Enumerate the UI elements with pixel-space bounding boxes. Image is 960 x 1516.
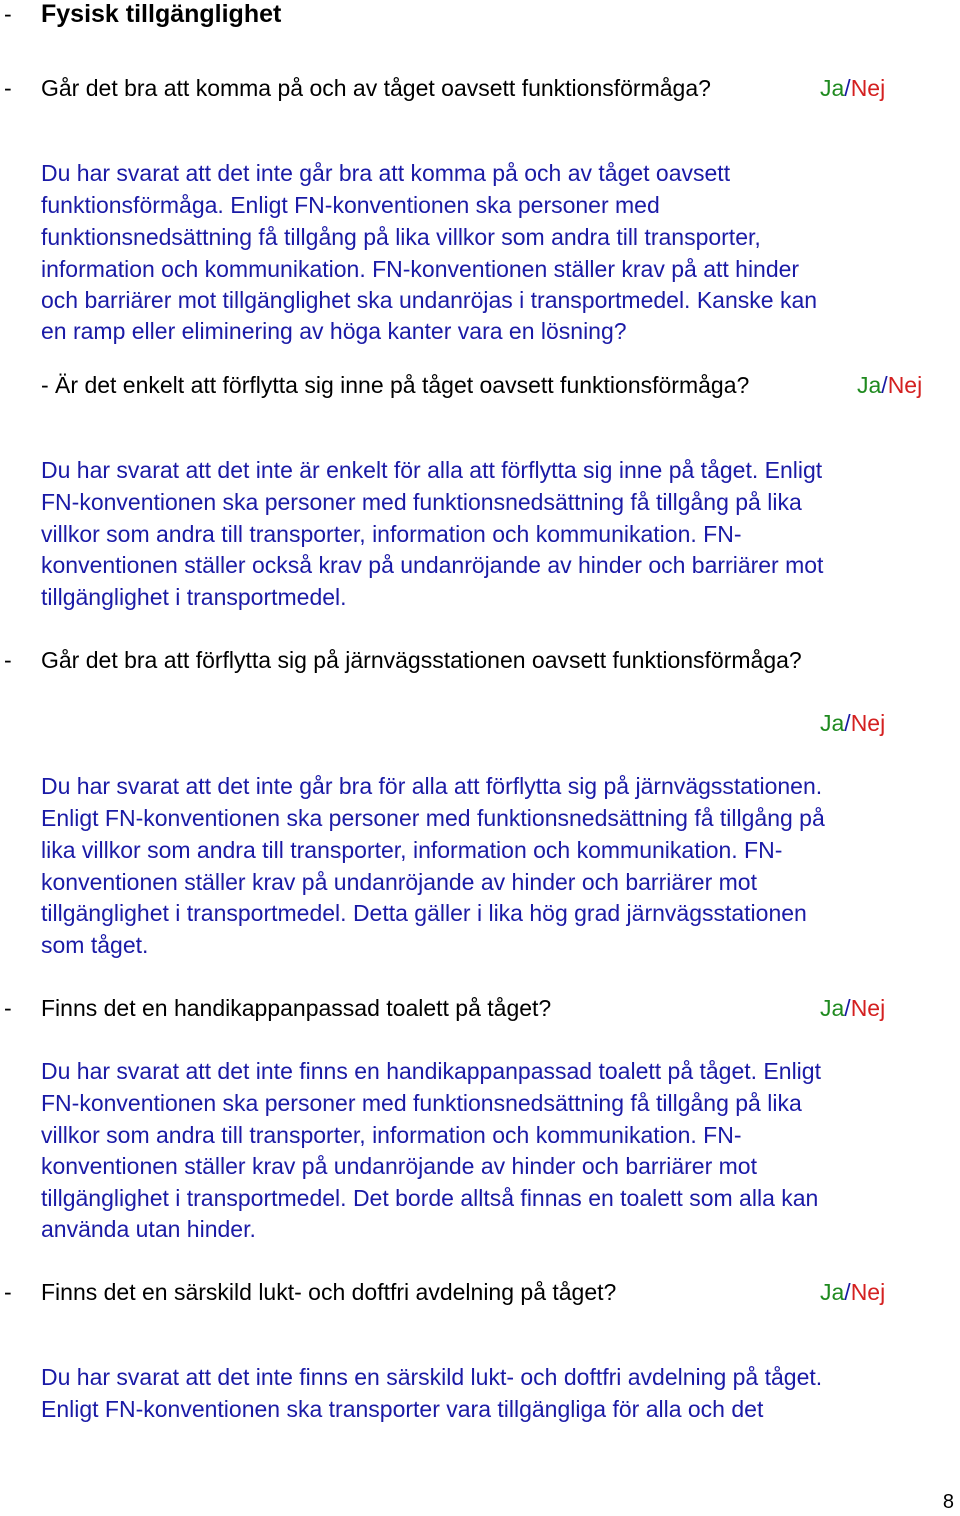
info-5-line: Du har svarat att det inte finns en särskild lukt- och doftfri avdelning på tåget. (41, 1364, 823, 1390)
info-3-line: tillgänglighet i transportmedel. Detta gäller i lika hög grad järnvägsstationen (41, 900, 807, 926)
info-2-line: FN-konventionen ska personer med funktionsnedsättning få tillgång på lika (41, 489, 802, 515)
yes-option[interactable]: Ja (857, 372, 882, 398)
no-option[interactable]: Nej (887, 372, 923, 398)
answer-separator: / (844, 1279, 851, 1305)
bullet-dash: - (4, 75, 12, 101)
question-2: - Är det enkelt att förflytta sig inne på tåget oavsett funktionsförmåga? (41, 372, 750, 398)
page-number: 8 (942, 1491, 954, 1513)
info-3-line: som tåget. (41, 932, 149, 958)
answer-separator: / (844, 995, 851, 1021)
answer-choice-1[interactable] (820, 74, 885, 102)
question-1: Går det bra att komma på och av tåget oavsett funktionsförmåga? (41, 75, 711, 101)
no-option[interactable]: Nej (850, 75, 886, 101)
question-5: Finns det en särskild lukt- och doftfri avdelning på tåget? (41, 1279, 617, 1305)
answer-choice-3[interactable] (820, 709, 885, 737)
info-1-line: en ramp eller eliminering av höga kanter vara en lösning? (41, 318, 627, 344)
info-1-line: information och kommunikation. FN-konventionen ställer krav på att hinder (41, 256, 800, 282)
info-2-line: villkor som andra till transporter, information och kommunikation. FN- (41, 521, 742, 547)
info-3-line: lika villkor som andra till transporter, information och kommunikation. FN- (41, 837, 783, 863)
info-1-line: funktionsnedsättning få tillgång på lika villkor som andra till transporter, (41, 224, 761, 250)
no-option[interactable]: Nej (850, 710, 886, 736)
section-heading: Fysisk tillgänglighet (41, 0, 282, 28)
yes-option[interactable]: Ja (820, 75, 845, 101)
info-3-line: Enligt FN-konventionen ska personer med funktionsnedsättning få tillgång på (41, 805, 825, 831)
info-3-line: Du har svarat att det inte går bra för alla att förflytta sig på järnvägsstationen. (41, 773, 823, 799)
answer-separator: / (844, 710, 851, 736)
info-1-line: och barriärer mot tillgänglighet ska undanröjas i transportmedel. Kanske kan (41, 287, 818, 313)
answer-choice-2[interactable] (857, 371, 922, 399)
yes-option[interactable]: Ja (820, 995, 845, 1021)
yes-option[interactable]: Ja (820, 1279, 845, 1305)
bullet-dash: - (4, 1279, 12, 1305)
answer-separator: / (881, 372, 888, 398)
yes-option[interactable]: Ja (820, 710, 845, 736)
info-5-line: Enligt FN-konventionen ska transporter vara tillgängliga för alla och det (41, 1396, 764, 1422)
info-4-line: FN-konventionen ska personer med funktionsnedsättning få tillgång på lika (41, 1090, 802, 1116)
info-2-line: Du har svarat att det inte är enkelt för alla att förflytta sig inne på tåget. Enligt (41, 457, 823, 483)
answer-choice-5[interactable] (820, 1278, 885, 1306)
bullet-dash: - (4, 647, 12, 673)
bullet-dash: - (4, 995, 12, 1021)
info-4-line: tillgänglighet i transportmedel. Det borde alltså finnas en toalett som alla kan (41, 1185, 819, 1211)
info-3-line: konventionen ställer krav på undanröjande av hinder och barriärer mot (41, 869, 757, 895)
info-2-line: tillgänglighet i transportmedel. (41, 584, 347, 610)
info-4-line: villkor som andra till transporter, information och kommunikation. FN- (41, 1122, 742, 1148)
info-1-line: Du har svarat att det inte går bra att komma på och av tåget oavsett (41, 160, 731, 186)
question-3: Går det bra att förflytta sig på järnvägsstationen oavsett funktionsförmåga? (41, 647, 802, 673)
answer-separator: / (844, 75, 851, 101)
info-1-line: funktionsförmåga. Enligt FN-konventionen ska personer med (41, 192, 660, 218)
bullet-dash: - (4, 1, 12, 27)
question-4: Finns det en handikappanpassad toalett på tåget? (41, 995, 552, 1021)
info-4-line: konventionen ställer krav på undanröjande av hinder och barriärer mot (41, 1153, 757, 1179)
info-2-line: konventionen ställer också krav på undanröjande av hinder och barriärer mot (41, 552, 824, 578)
no-option[interactable]: Nej (850, 1279, 886, 1305)
info-4-line: Du har svarat att det inte finns en handikappanpassad toalett på tåget. Enligt (41, 1058, 821, 1084)
answer-choice-4[interactable] (820, 994, 885, 1022)
info-4-line: använda utan hinder. (41, 1216, 256, 1242)
no-option[interactable]: Nej (850, 995, 886, 1021)
